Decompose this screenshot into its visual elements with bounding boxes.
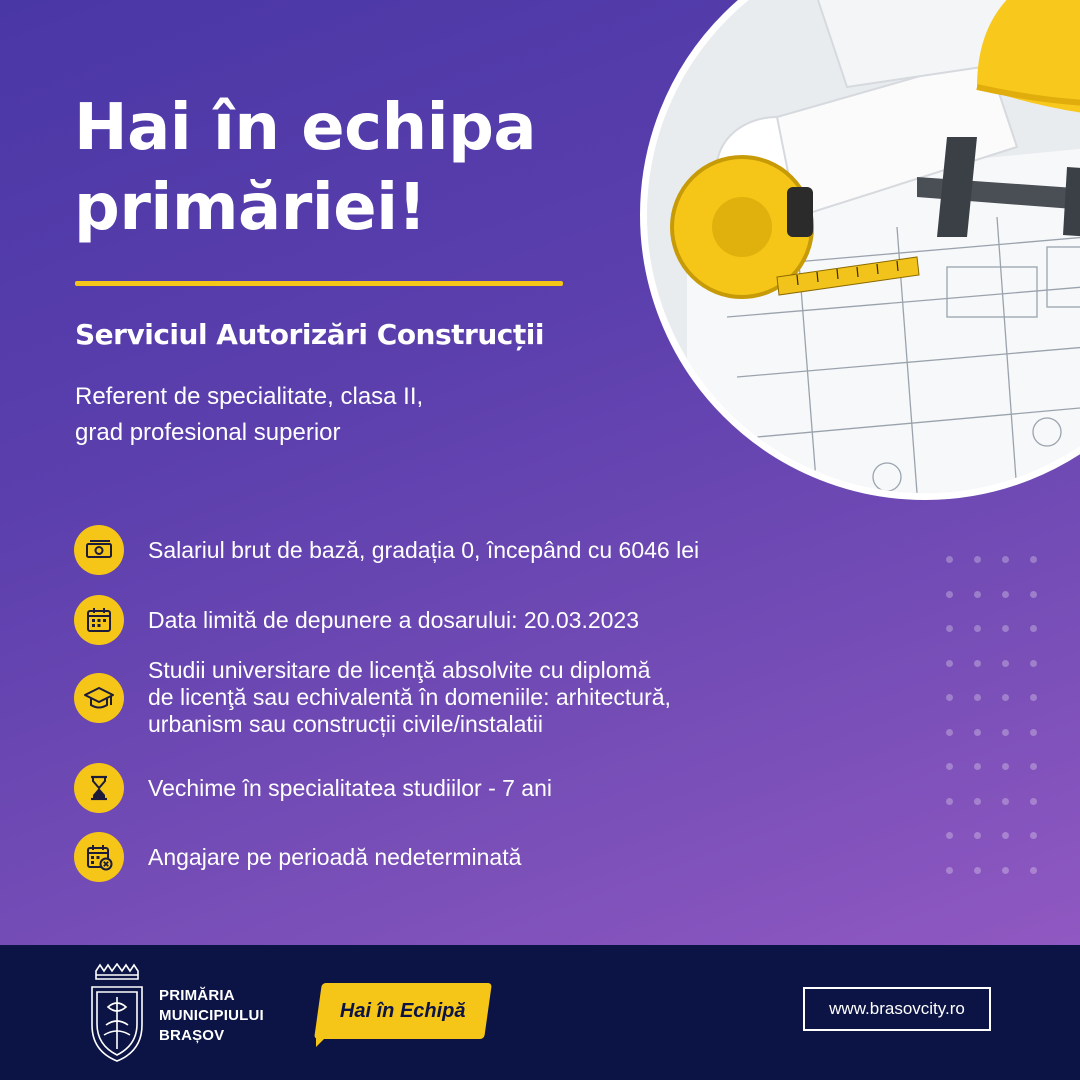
decoration-dot <box>974 660 981 667</box>
title-line-1: Hai în echipa <box>74 91 537 165</box>
decoration-dot <box>946 660 953 667</box>
position-line-1: Referent de specialitate, clasa II, <box>75 383 424 410</box>
decoration-dot <box>974 625 981 632</box>
money-icon <box>74 525 124 575</box>
decoration-dot <box>1030 832 1037 839</box>
decoration-dot <box>1030 660 1037 667</box>
decoration-dot <box>1002 729 1009 736</box>
campaign-badge <box>314 983 492 1039</box>
decoration-dot <box>946 591 953 598</box>
footer <box>0 945 1080 1080</box>
decoration-dot <box>946 694 953 701</box>
org-line-2: MUNICIPIULUI <box>159 1007 264 1024</box>
list-item-text <box>148 537 699 564</box>
decoration-dot <box>974 867 981 874</box>
dot-grid-decoration <box>946 556 1066 886</box>
position-line-2: grad profesional superior <box>75 419 341 446</box>
website-link[interactable]: www.brasovcity.ro <box>803 987 991 1031</box>
org-line-3: BRAȘOV <box>159 1027 225 1044</box>
studies-line-2: de licenţă sau echivalentă în domeniile: arhitectură, <box>148 684 671 710</box>
decoration-dot <box>1002 591 1009 598</box>
decoration-dot <box>974 763 981 770</box>
decoration-dot <box>1030 556 1037 563</box>
decoration-dot <box>946 763 953 770</box>
decoration-dot <box>1002 556 1009 563</box>
decoration-dot <box>974 729 981 736</box>
studies-line-3: urbanism sau construcții civile/instalatii <box>148 711 543 737</box>
decoration-dot <box>946 798 953 805</box>
list-item-employment <box>74 832 521 882</box>
decoration-dot <box>1002 832 1009 839</box>
list-item-deadline <box>74 595 639 645</box>
list-item-experience <box>74 763 552 813</box>
list-item-text <box>148 844 521 871</box>
decoration-dot <box>1030 763 1037 770</box>
decoration-dot <box>1030 729 1037 736</box>
list-item-text <box>148 657 671 738</box>
decoration-dot <box>946 556 953 563</box>
list-item-text <box>148 607 639 634</box>
deadline-text: Data limită de depunere a dosarului: 20.03.2023 <box>148 606 640 633</box>
decoration-dot <box>1002 694 1009 701</box>
title-line-2: primăriei! <box>74 171 427 245</box>
decoration-dot <box>1002 798 1009 805</box>
hourglass-icon <box>74 763 124 813</box>
job-position <box>75 379 635 451</box>
decoration-dot <box>974 798 981 805</box>
organization-name <box>159 986 264 1046</box>
salary-text: Salariul brut de bază, gradația 0, începând cu 6046 lei <box>148 536 700 563</box>
decoration-dot <box>1030 591 1037 598</box>
experience-text: Vechime în specialitatea studiilor - 7 ani <box>148 774 552 801</box>
decoration-dot <box>1002 660 1009 667</box>
decoration-dot <box>974 591 981 598</box>
decoration-dot <box>974 694 981 701</box>
list-item-salary <box>74 525 699 575</box>
decoration-dot <box>1002 763 1009 770</box>
construction-photo <box>640 0 1080 500</box>
campaign-badge-tail <box>316 1033 330 1047</box>
decoration-dot <box>946 832 953 839</box>
decoration-dot <box>1002 867 1009 874</box>
campaign-badge-label: Hai în Echipă <box>340 999 466 1022</box>
page-title <box>74 88 634 248</box>
graduation-cap-icon <box>74 673 124 723</box>
title-divider <box>75 281 563 286</box>
decoration-dot <box>1030 694 1037 701</box>
decoration-dot <box>1030 625 1037 632</box>
decoration-dot <box>974 832 981 839</box>
calendar-x-icon <box>74 832 124 882</box>
decoration-dot <box>974 556 981 563</box>
decoration-dot <box>946 867 953 874</box>
coat-of-arms-logo <box>86 963 148 1063</box>
decoration-dot <box>1030 798 1037 805</box>
org-line-1: PRIMĂRIA <box>159 987 235 1004</box>
decoration-dot <box>946 625 953 632</box>
decoration-dot <box>946 729 953 736</box>
employment-text: Angajare pe perioadă nedeterminată <box>148 843 522 870</box>
studies-line-1: Studii universitare de licenţă absolvite cu diplomă <box>148 657 651 683</box>
decoration-dot <box>1030 867 1037 874</box>
department-name: Serviciul Autorizări Construcții <box>75 318 544 351</box>
decoration-dot <box>1002 625 1009 632</box>
list-item-studies <box>74 657 671 738</box>
calendar-icon <box>74 595 124 645</box>
list-item-text <box>148 775 552 802</box>
